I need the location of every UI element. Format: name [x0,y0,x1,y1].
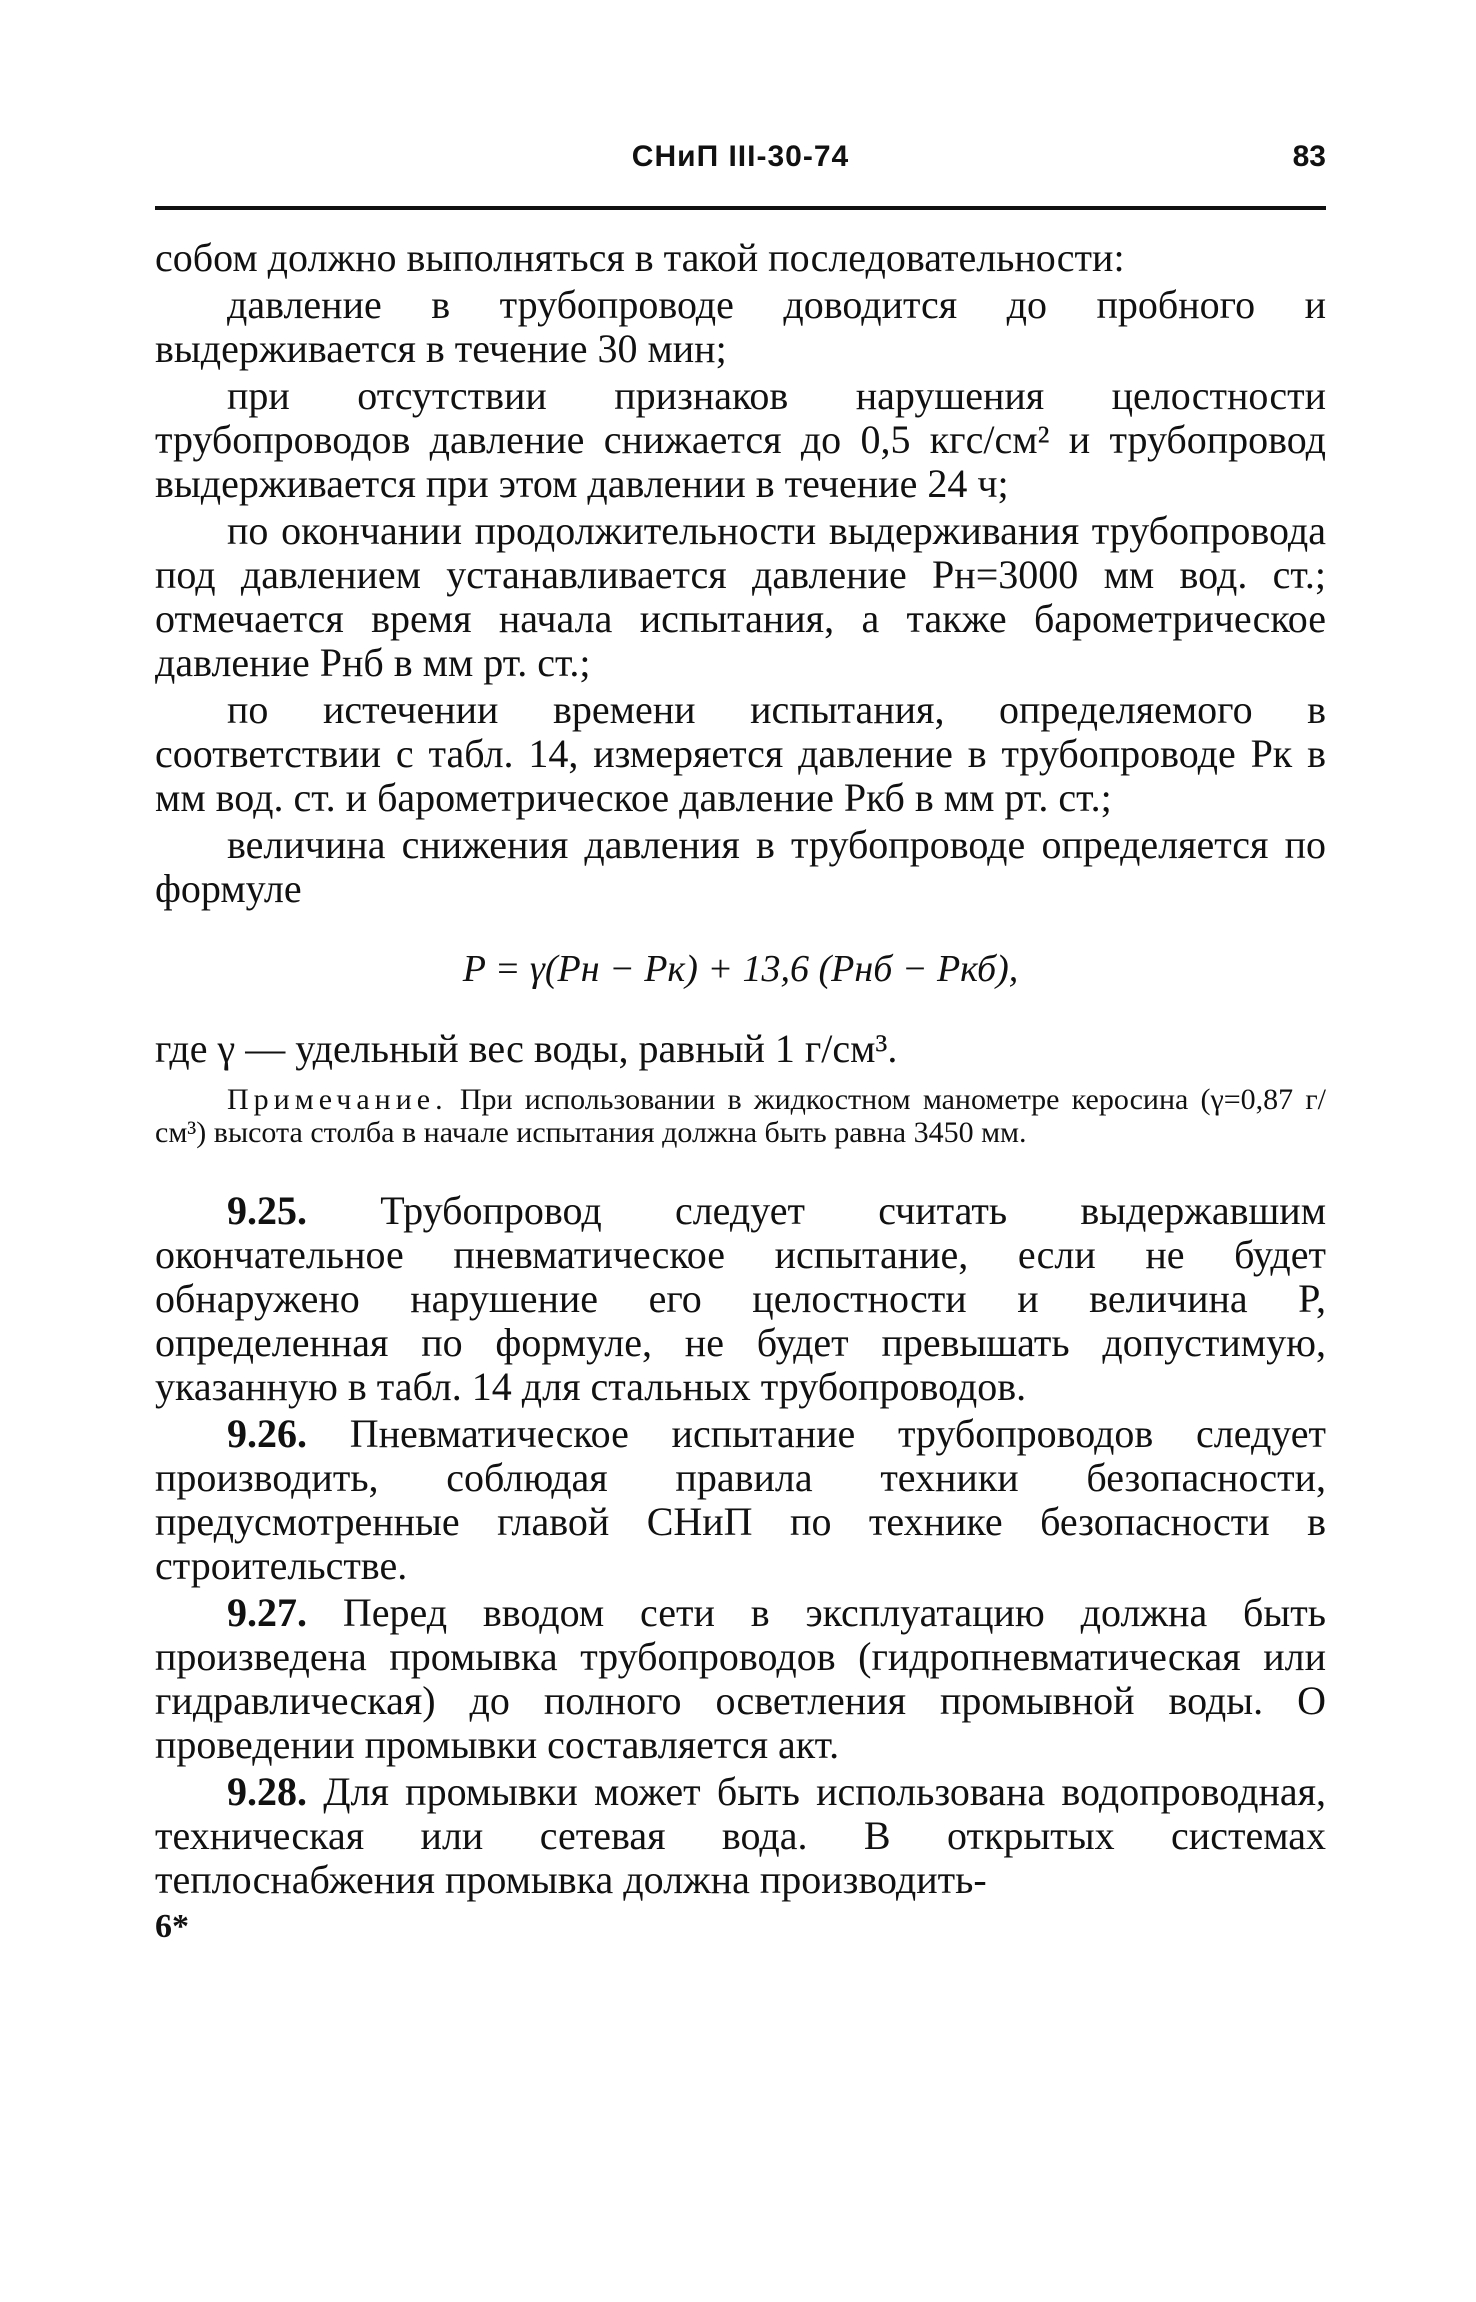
section-number-9-27: 9.27. [227,1590,307,1635]
section-9-28 [155,1770,1326,1902]
note-text: При использовании в жидкостном манометре керосина (γ=0,87 г/см³) высота столба в начале испытания должна быть равна 3450 мм. [155,1083,1327,1149]
body-text [155,236,1326,1949]
section-9-25 [155,1189,1326,1409]
note [155,1083,1326,1149]
running-head: СНиП III-30-74 [631,140,850,173]
formula-explanation: где γ — удельный вес воды, равный 1 г/см³. [155,1026,898,1071]
paragraph-continuation: собом должно выполняться в такой последовательности: [155,235,1125,280]
section-text-9-25: Трубопровод следует считать выдержавшим окончательное пневматическое испытание, если не будет обнаружено нарушение его целостности и величина P, определенная по формуле, не будет превышать допустимую, указанную в табл. 14 для стальных трубопроводов. [155,1188,1327,1409]
section-9-27 [155,1591,1326,1767]
paragraph-step-4: по истечении времени испытания, определяемого в соответствии с табл. 14, измеряется давление в трубопроводе Pк в мм вод. ст. и барометрическое давление Pкб в мм рт. ст.; [155,687,1326,820]
paragraph-step-2: при отсутствии признаков нарушения целостности трубопроводов давление снижается до 0,5 кгс/см² и трубопровод выдерживается при этом давлении в течение 24 ч; [155,373,1326,506]
paragraph-step-1: давление в трубопроводе доводится до пробного и выдерживается в течение 30 мин; [155,282,1326,371]
page-header [155,140,1326,200]
section-9-26 [155,1412,1326,1588]
signature-mark: 6* [155,1908,189,1945]
paragraph-step-5: величина снижения давления в трубопроводе определяется по формуле [155,822,1326,911]
section-number-9-25: 9.25. [227,1188,307,1233]
page-number: 83 [1292,140,1326,173]
pressure-drop-formula: P = γ(Pн − Pк) + 13,6 (Pнб − Pкб), [462,948,1019,990]
section-number-9-26: 9.26. [227,1411,307,1456]
header-rule [155,206,1326,210]
section-number-9-28: 9.28. [227,1769,307,1814]
note-label: Примечание. [227,1083,448,1116]
paragraph-step-3: по окончании продолжительности выдерживания трубопровода под давлением устанавливается давление Pн=3000 мм вод. ст.; отмечается время начала испытания, а также барометрическое давление Pнб в мм рт. ст.; [155,508,1326,685]
section-text-9-27: Перед вводом сети в эксплуатацию должна быть произведена промывка трубопроводов (гидропневматическая или гидравлическая) до полного осветления промывной воды. О проведении промывки составляется акт. [155,1590,1326,1767]
section-text-9-26: Пневматическое испытание трубопроводов следует производить, соблюдая правила техники безопасности, предусмотренные главой СНиП по технике безопасности в строительстве. [155,1411,1326,1588]
section-text-9-28: Для промывки может быть использована водопроводная, техническая или сетевая вода. В открытых системах теплоснабжения промывка должна производить- [155,1769,1327,1902]
